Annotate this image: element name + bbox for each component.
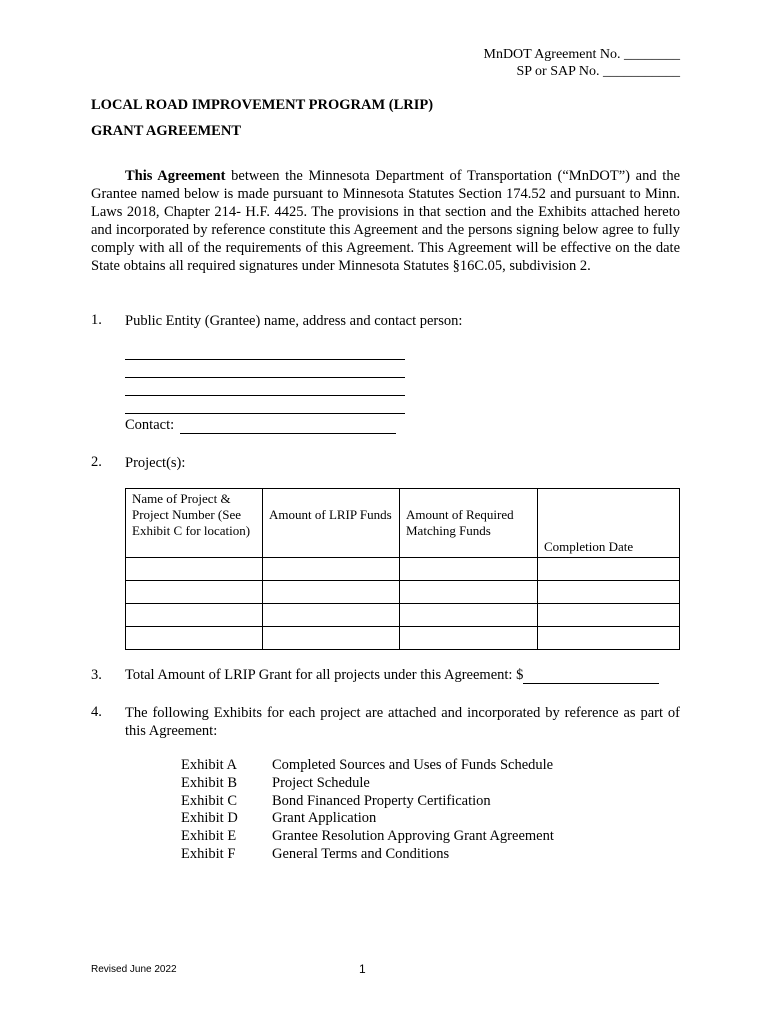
grantee-blank-line — [125, 413, 405, 414]
table-cell — [126, 581, 263, 604]
intro-lead: This Agreement — [125, 168, 226, 184]
total-amount-blank-line — [523, 669, 659, 684]
exhibit-title: General Terms and Conditions — [272, 845, 450, 862]
sp-number: SP or SAP No. ___________ — [516, 64, 680, 79]
exhibit-list — [181, 757, 554, 864]
intro-body: between the Minnesota Department of Transportation (“MnDOT”) and the Grantee named below is made pursuant to Minnesota Statutes Section 174.52 and pursuant to Minn. Laws 2018, Chapter 214- H.F. 4425. The provisions in that section and the Exhibits attached hereto and incorporated by reference constitute this Agreement and the persons signing below agree to fully comply with all of the requirements of this Agreement. This Agreement will be effective on the date State obtains all required signatures under Minnesota Statutes §16C.05, subdivision 2. — [91, 168, 681, 274]
exhibit-title: Completed Sources and Uses of Funds Schedule — [272, 757, 554, 773]
item-1-text: Public Entity (Grantee) name, address and contact person: — [125, 313, 463, 329]
table-cell — [263, 581, 400, 604]
document-title: LOCAL ROAD IMPROVEMENT PROGRAM (LRIP) — [91, 97, 434, 113]
revision-note: Revised June 2022 — [91, 964, 177, 975]
list-item — [181, 775, 554, 793]
item-1-number: 1. — [91, 312, 102, 328]
item-2-number: 2. — [91, 454, 102, 470]
exhibit-label: Exhibit E — [181, 828, 237, 845]
table-cell — [400, 581, 538, 604]
table-row — [126, 558, 680, 581]
table-cell — [263, 604, 400, 627]
table-cell — [126, 558, 263, 581]
table-row — [126, 627, 680, 650]
table-cell — [263, 627, 400, 650]
table-cell — [263, 558, 400, 581]
table-cell — [126, 604, 263, 627]
table-cell — [400, 604, 538, 627]
grantee-blank-line — [125, 395, 405, 396]
list-item — [181, 810, 554, 828]
agreement-reference — [484, 46, 681, 80]
exhibit-title: Project Schedule — [272, 774, 370, 791]
table-cell — [538, 604, 680, 627]
table-cell — [400, 558, 538, 581]
list-item — [181, 793, 554, 811]
table-header-row — [126, 489, 680, 558]
table-cell — [126, 627, 263, 650]
exhibit-label: Exhibit B — [181, 774, 237, 791]
table-row — [126, 604, 680, 627]
exhibit-label: Exhibit D — [181, 810, 238, 827]
projects-table — [125, 488, 680, 650]
column-header: Amount of Required Matching Funds — [400, 489, 538, 558]
total-grant-row — [125, 667, 659, 684]
table-row — [126, 581, 680, 604]
table-cell — [400, 627, 538, 650]
item-4-text: The following Exhibits for each project are attached and incorporated by reference as part of this Agreement: — [125, 705, 680, 739]
list-item — [181, 828, 554, 846]
intro-paragraph — [91, 167, 680, 275]
item-2-text: Project(s): — [125, 455, 186, 471]
list-item — [181, 846, 554, 864]
column-header: Completion Date — [538, 489, 680, 558]
item-4-number: 4. — [91, 704, 102, 720]
table-cell — [538, 581, 680, 604]
agreement-number: MnDOT Agreement No. ________ — [483, 47, 680, 62]
exhibit-title: Grant Application — [272, 810, 377, 827]
document-subtitle: GRANT AGREEMENT — [91, 123, 241, 139]
exhibit-title: Grantee Resolution Approving Grant Agreement — [272, 828, 554, 845]
table-cell — [538, 627, 680, 650]
grantee-blank-line — [125, 359, 405, 360]
contact-label: Contact: — [125, 417, 175, 433]
contact-row — [125, 417, 396, 434]
page-number: 1 — [359, 962, 366, 976]
exhibit-label: Exhibit A — [181, 757, 237, 773]
item-3-number: 3. — [91, 667, 102, 683]
column-header: Name of Project & Project Number (See Exhibit C for location) — [126, 489, 263, 558]
contact-blank-line — [180, 419, 396, 434]
list-item — [181, 757, 554, 775]
exhibit-label: Exhibit C — [181, 792, 237, 809]
exhibit-label: Exhibit F — [181, 845, 236, 862]
item-3-text: Total Amount of LRIP Grant for all projects under this Agreement: $ — [125, 667, 524, 683]
column-header: Amount of LRIP Funds — [263, 489, 400, 558]
grantee-blank-line — [125, 377, 405, 378]
exhibit-title: Bond Financed Property Certification — [272, 792, 491, 809]
table-cell — [538, 558, 680, 581]
